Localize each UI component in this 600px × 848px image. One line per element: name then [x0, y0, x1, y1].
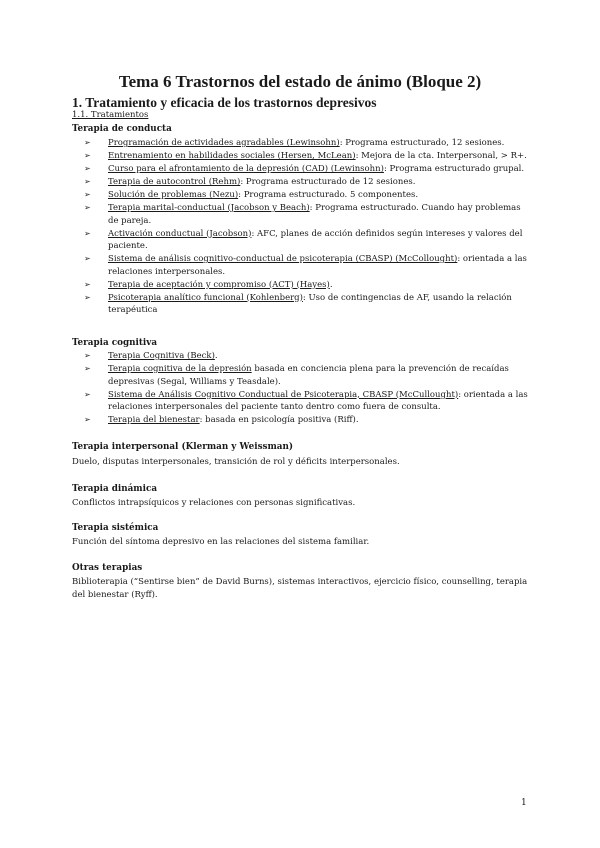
list-item: ➢ Terapia del bienestar: basada en psicología positiva (Riff). [84, 415, 359, 425]
arrow-bullet-icon: ➢ [84, 203, 91, 212]
otras-heading: Otras terapias [72, 563, 143, 573]
list-item: ➢ Psicoterapia analítico funcional (Kohlenberg): Uso de contingencias de AF, usando la relación terapéutica [84, 292, 512, 315]
therapy-link: Entrenamiento en habilidades sociales (Hersen, McLean) [108, 151, 356, 161]
list-item: ➢ Terapia Cognitiva (Beck). [84, 351, 218, 361]
therapy-link: Sistema de Análisis Cognitivo Conductual de Psicoterapia, CBASP (McCullought) [108, 389, 459, 400]
sistemica-text: Función del síntoma depresivo en las relaciones del sistema familiar. [72, 537, 370, 547]
therapy-link: Activación conductual (Jacobson) [108, 228, 252, 239]
list-item: ➢ Sistema de análisis cognitivo-conductual de psicoterapia (CBASP) (McCollought): orientada a las relaciones interpersonales. [84, 254, 527, 277]
list-item: ➢ Entrenamiento en habilidades sociales (Hersen, McLean): Mejora de la cta. Interpersonal, > R+. [84, 151, 527, 161]
arrow-bullet-icon: ➢ [84, 292, 91, 302]
subsection-heading: 1.1. Tratamientos [72, 110, 149, 120]
arrow-bullet-icon: ➢ [84, 254, 91, 263]
cognitiva-list [72, 350, 528, 427]
therapy-link: Terapia de autocontrol (Rehm) [108, 177, 241, 187]
arrow-bullet-icon: ➢ [84, 190, 91, 199]
arrow-bullet-icon: ➢ [84, 364, 91, 373]
list-item: ➢ Sistema de Análisis Cognitivo Conductual de Psicoterapia, CBASP (McCullought): orientada a las relaciones interpersonales del paciente tanto dentro como fuera de consulta. [84, 389, 528, 412]
interpersonal-text: Duelo, disputas interpersonales, transición de rol y déficits interpersonales. [72, 457, 400, 467]
therapy-link: Terapia de aceptación y compromiso (ACT) (Hayes) [108, 279, 330, 290]
therapy-link: Sistema de análisis cognitivo-conductual de psicoterapia (CBASP) (McCollought) [108, 254, 458, 264]
conducta-list [72, 137, 528, 317]
list-item: ➢ Activación conductual (Jacobson): AFC, planes de acción definidos según intereses y valores del paciente. [84, 228, 523, 251]
arrow-bullet-icon: ➢ [84, 151, 91, 160]
page-number: 1 [521, 798, 527, 808]
list-item: ➢ Solución de problemas (Nezu): Programa estructurado. 5 componentes. [84, 190, 419, 200]
dinamica-text: Conflictos intrapsíquicos y relaciones con personas significativas. [72, 498, 356, 508]
arrow-bullet-icon: ➢ [84, 138, 91, 147]
list-item: ➢ Terapia marital-conductual (Jacobson y Beach): Programa estructurado. Cuando hay problemas de pareja. [84, 203, 521, 226]
therapy-link: Terapia Cognitiva (Beck) [108, 351, 215, 361]
arrow-bullet-icon: ➢ [84, 415, 91, 424]
arrow-bullet-icon: ➢ [84, 164, 91, 173]
arrow-bullet-icon: ➢ [84, 228, 91, 238]
therapy-link: Solución de problemas (Nezu) [108, 190, 239, 200]
therapy-link: Terapia cognitiva de la depresión [108, 364, 252, 374]
therapy-link: Psicoterapia analítico funcional (Kohlenberg) [108, 292, 303, 303]
sistemica-heading: Terapia sistémica [72, 523, 159, 533]
arrow-bullet-icon: ➢ [84, 279, 91, 289]
section-heading: 1. Tratamiento y eficacia de los trastornos depresivos [72, 95, 377, 110]
arrow-bullet-icon: ➢ [84, 389, 91, 399]
arrow-bullet-icon: ➢ [84, 351, 91, 360]
list-item: ➢ Terapia de autocontrol (Rehm): Programa estructurado de 12 sesiones. [84, 177, 416, 187]
dinamica-heading: Terapia dinámica [72, 484, 158, 494]
cognitiva-heading: Terapia cognitiva [72, 338, 158, 348]
therapy-link: Programación de actividades agradables (Lewinsohn) [108, 138, 340, 148]
list-item: ➢ Terapia de aceptación y compromiso (ACT) (Hayes). [84, 279, 333, 290]
list-item: ➢ Programación de actividades agradables (Lewinsohn): Programa estructurado, 12 sesiones. [84, 138, 505, 148]
therapy-link: Curso para el afrontamiento de la depresión (CAD) (Lewinsohn) [108, 164, 384, 174]
list-item: ➢ Curso para el afrontamiento de la depresión (CAD) (Lewinsohn): Programa estructurado grupal. [84, 164, 525, 174]
otras-text: Biblioterapia (“Sentirse bien” de David Burns), sistemas interactivos, ejercicio físico, counselling, terapia del bienestar (Ryff). [72, 577, 528, 600]
therapy-link: Terapia del bienestar [108, 415, 200, 425]
list-item: ➢ Terapia cognitiva de la depresión basada en conciencia plena para la prevención de recaídas depresivas (Segal, Williams y Teasdale). [84, 364, 509, 387]
interpersonal-heading: Terapia interpersonal (Klerman y Weissman) [72, 442, 294, 452]
therapy-link: Terapia marital-conductual (Jacobson y Beach) [108, 203, 310, 213]
arrow-bullet-icon: ➢ [84, 177, 91, 186]
document-title: Tema 6 Trastornos del estado de ánimo (Bloque 2) [118, 72, 482, 91]
conducta-heading: Terapia de conducta [72, 124, 172, 134]
